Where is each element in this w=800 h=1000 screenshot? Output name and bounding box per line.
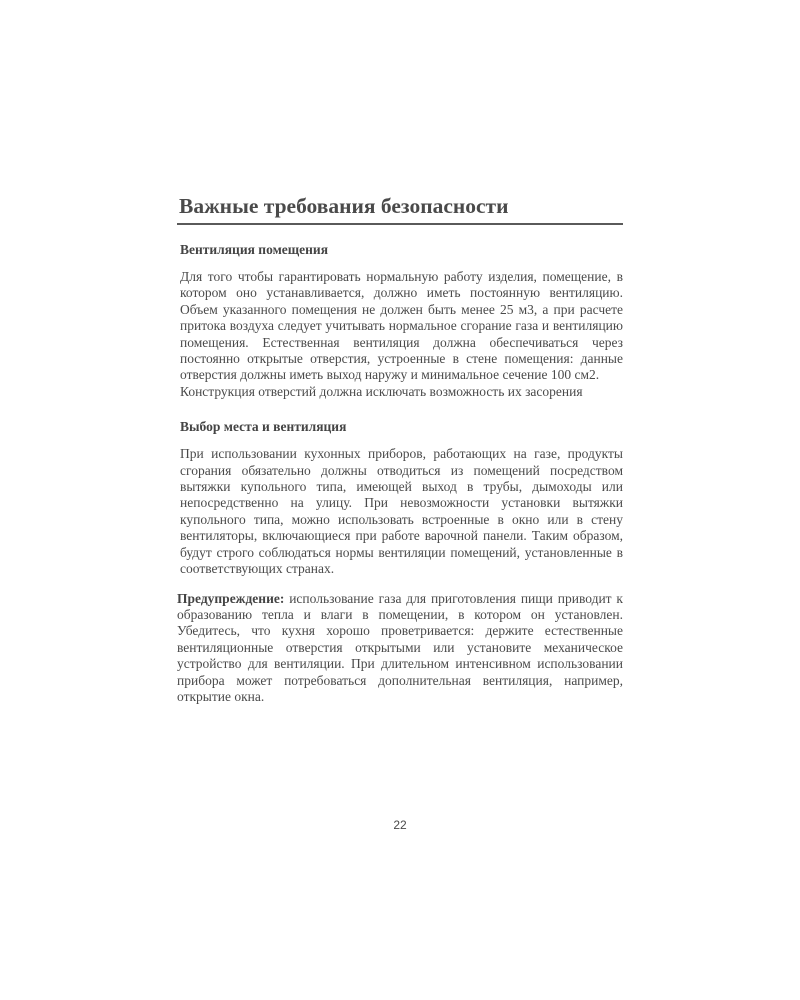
section-location-ventilation [177,418,623,577]
title-underline [177,223,623,225]
paragraph: Для того чтобы гарантировать нормальную работу изделия, помещение, в котором оно устанавливается, должно иметь постоянную вентиляцию. Объем указанного помещения не должен быть менее 25 м3, а при расчете притока воздуха следует учитывать нормальное сгорание газа и вентиляцию помещения. Естественная вентиляция должна обеспечиваться через постоянно открытые отверстия, устроенные в стене помещения: данные отверстия должны иметь выход наружу и минимальное сечение 100 см2. [180,269,623,383]
warning-text: использование газа для приготовления пищи приводит к образованию тепла и влаги в помещении, в котором он установлен. Убедитесь, что кухня хорошо проветривается: держите естественные вентиляционные отверстия открытыми или установите механическое устройство для вентиляции. При длительном интенсивном использовании прибора может потребоваться дополнительная вентиляция, например, открытие окна. [177,590,623,704]
warning-label: Предупреждение: [177,590,285,606]
page-content [177,192,623,705]
page-title: Важные требования безопасности [179,194,509,218]
section-room-ventilation [177,241,623,400]
paragraph: Конструкция отверстий должна исключать возможность их засорения [180,383,583,399]
warning-paragraph [177,591,623,706]
paragraph: При использовании кухонных приборов, работающих на газе, продукты сгорания обязательно должны отводиться из помещений посредством вытяжки купольного типа, имеющей выход в трубы, дымоходы или непосредственно на улицу. При невозможности установки вытяжки купольного типа, можно использовать встроенные в окно или в стену вентиляторы, включающиеся при работе варочной панели. Таким образом, будут строго соблюдаться нормы вентиляции помещений, установленные в соответствующих странах. [180,446,623,577]
page-number: 22 [393,818,407,832]
section-heading: Выбор места и вентиляция [180,419,347,435]
section-heading: Вентиляция помещения [180,242,329,257]
